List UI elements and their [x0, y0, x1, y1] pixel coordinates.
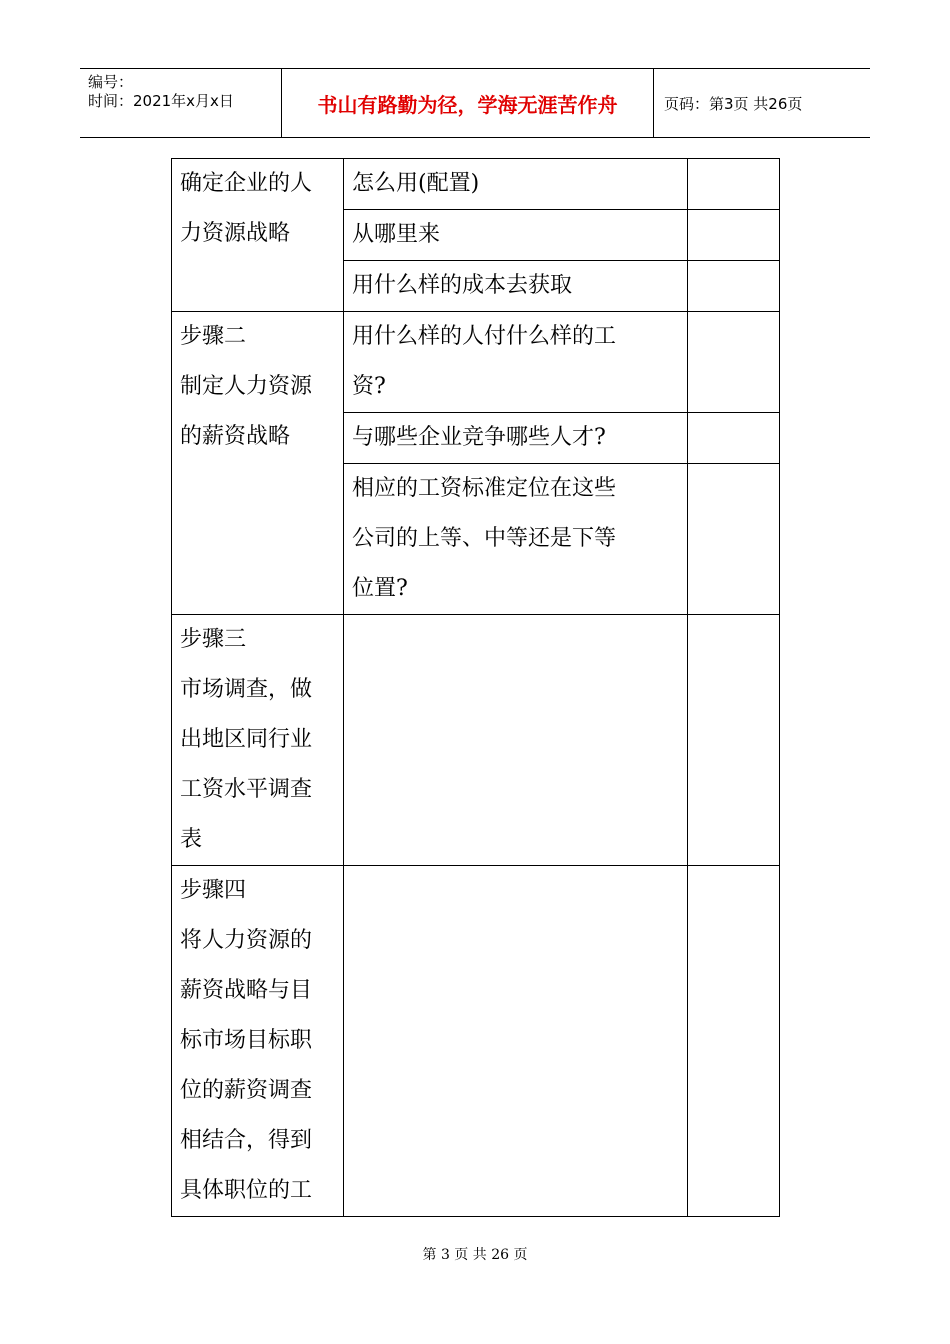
- note-cell: [688, 159, 780, 210]
- page-header: [80, 68, 870, 138]
- item-line: 用什么样的人付什么样的工: [352, 324, 617, 349]
- step-line: 力资源战略: [180, 221, 291, 246]
- item-cell: [344, 312, 688, 413]
- page-footer: 第 3 页 共 26 页: [422, 1247, 528, 1263]
- table-row: [172, 312, 780, 413]
- step-line: 薪资战略与目: [180, 978, 313, 1003]
- step-cell: [172, 312, 344, 615]
- item-line: 与哪些企业竞争哪些人才?: [352, 425, 606, 450]
- note-cell: [688, 413, 780, 464]
- table-row: [172, 866, 780, 1217]
- step-line: 位的薪资调查: [180, 1078, 313, 1103]
- step-line: 具体职位的工: [180, 1178, 313, 1203]
- item-line: 从哪里来: [352, 222, 441, 247]
- item-cell: [344, 464, 688, 615]
- step-line: 市场调查，做: [180, 677, 313, 702]
- date-label: 时间：2021年x月x日: [88, 92, 234, 110]
- step-line: 将人力资源的: [180, 928, 313, 953]
- step-cell: [172, 159, 344, 312]
- step-line: 步骤四: [180, 878, 247, 903]
- note-cell: [688, 261, 780, 312]
- step-line: 制定人力资源: [180, 374, 313, 399]
- step-line: 步骤三: [180, 627, 247, 652]
- salary-strategy-table: [171, 158, 780, 1217]
- note-cell: [688, 312, 780, 413]
- note-cell: [688, 210, 780, 261]
- item-cell: [344, 413, 688, 464]
- item-line: 资?: [352, 374, 386, 399]
- item-line: 怎么用(配置): [352, 171, 480, 196]
- item-line: 用什么样的成本去获取: [352, 273, 573, 298]
- item-cell: [344, 210, 688, 261]
- step-cell: [172, 615, 344, 866]
- step-line: 标市场目标职: [180, 1028, 313, 1053]
- step-line: 相结合，得到: [180, 1128, 313, 1153]
- item-cell: [344, 866, 688, 1217]
- table-row: [172, 159, 780, 210]
- step-cell: [172, 866, 344, 1217]
- note-cell: [688, 866, 780, 1217]
- step-line: 出地区同行业: [180, 727, 313, 752]
- step-line: 的薪资战略: [180, 424, 291, 449]
- item-cell: [344, 261, 688, 312]
- number-label: 编号：: [88, 73, 134, 91]
- step-line: 工资水平调查: [180, 777, 313, 802]
- step-line: 确定企业的人: [180, 171, 313, 196]
- item-line: 相应的工资标准定位在这些: [352, 476, 617, 501]
- note-cell: [688, 615, 780, 866]
- item-cell: [344, 159, 688, 210]
- table-row: [172, 615, 780, 866]
- step-line: 表: [180, 827, 203, 852]
- note-cell: [688, 464, 780, 615]
- header-motto: 书山有路勤为径，学海无涯苦作舟: [282, 69, 654, 137]
- item-cell: [344, 615, 688, 866]
- header-meta: [80, 69, 282, 137]
- item-line: 位置?: [352, 576, 408, 601]
- step-line: 步骤二: [180, 324, 247, 349]
- header-page-info: 页码：第3页 共26页: [664, 94, 803, 113]
- item-line: 公司的上等、中等还是下等: [352, 526, 617, 551]
